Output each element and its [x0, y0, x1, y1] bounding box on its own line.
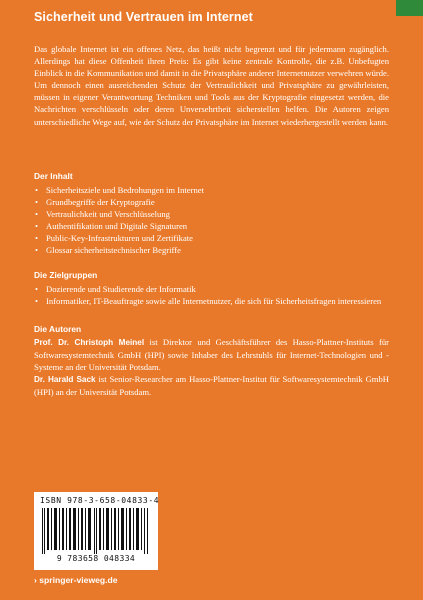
intro-paragraph: Das globale Internet ist ein offenes Netz, das heißt nicht begrenzt und für jedermann zugänglich. Allerdings hat diese Offenheit ihren Preis: Es gibt keine zentrale Kontrolle, die z.B. Unbefugten Einblick in die Kommunikation und damit in die Privatsphäre anderer Internetnutzer verwehren würde. Um dennoch einen ausreichenden Schutz der Vertraulichkeit und Privatsphäre zu gewährleisten, müssen in eigener Verantwortung Techniken und Tools aus der Kryptografie eingesetzt werden, die Nachrichten verschlüsseln oder deren Unversehrtheit sicherstellen helfen. Die Autoren zeigen unterschiedliche Wege auf, wie der Schutz der Privatsphäre im Internet wiederhergestellt werden kann. [34, 44, 389, 127]
list-item: • Vertraulichkeit und Verschlüsselung [35, 209, 170, 220]
author-bio: Prof. Dr. Christoph Meinel ist Direktor und Geschäftsführer des Hasso-Plattner-Instituts für Softwaresystemtechnik GmbH (HPI) sowie Inhaber des Lehrstuhls für Internet-Technologien und -Systeme an der Universität Potsdam. [34, 337, 389, 373]
publisher-url-link[interactable]: › springer-vieweg.de [34, 575, 118, 585]
bullet-icon: • [35, 209, 39, 220]
contents-heading: Der Inhalt [34, 171, 73, 181]
isbn-number: ISBN 978-3-658-04833-4 [40, 496, 160, 505]
authors-heading: Die Autoren [34, 324, 82, 334]
bullet-icon: • [35, 296, 39, 307]
bullet-icon: • [35, 284, 39, 294]
author-name: Dr. Harald Sack [34, 375, 96, 385]
list-item: • Sicherheitsziele und Bedrohungen im Internet [35, 185, 204, 195]
list-item: • Grundbegriffe der Kryptografie [35, 197, 155, 208]
list-item: • Public-Key-Infrastrukturen und Zertifikate [35, 233, 193, 244]
bullet-icon: • [35, 233, 39, 244]
isbn-barcode [34, 492, 158, 570]
publisher-color-band [396, 0, 423, 16]
barcode-bars-icon [42, 508, 150, 554]
audience-heading: Die Zielgruppen [34, 270, 98, 280]
author-bio: Dr. Harald Sack ist Senior-Researcher am Hasso-Plattner-Institut für Softwaresystemtechnik GmbH (HPI) an der Universität Potsdam. [34, 374, 389, 398]
contents-list [34, 184, 389, 257]
bullet-icon: • [35, 221, 39, 232]
bullet-icon: • [35, 185, 39, 195]
book-title: Sicherheit und Vertrauen im Internet [34, 10, 253, 24]
list-item: • Informatiker, IT-Beauftragte sowie alle Internetnutzer, die sich für Sicherheitsfragen interessieren [35, 296, 382, 307]
list-item: • Glossar sicherheitstechnischer Begriffe [35, 245, 181, 256]
list-item: • Authentifikation und Digitale Signaturen [35, 221, 188, 232]
list-item: • Dozierende und Studierende der Informatik [35, 284, 196, 294]
author-name: Prof. Dr. Christoph Meinel [34, 338, 145, 347]
bullet-icon: • [35, 197, 39, 208]
bullet-icon: • [35, 245, 39, 256]
barcode-digits: 9 783658 048334 [56, 554, 136, 563]
authors-section [34, 336, 389, 398]
audience-list [34, 283, 389, 307]
